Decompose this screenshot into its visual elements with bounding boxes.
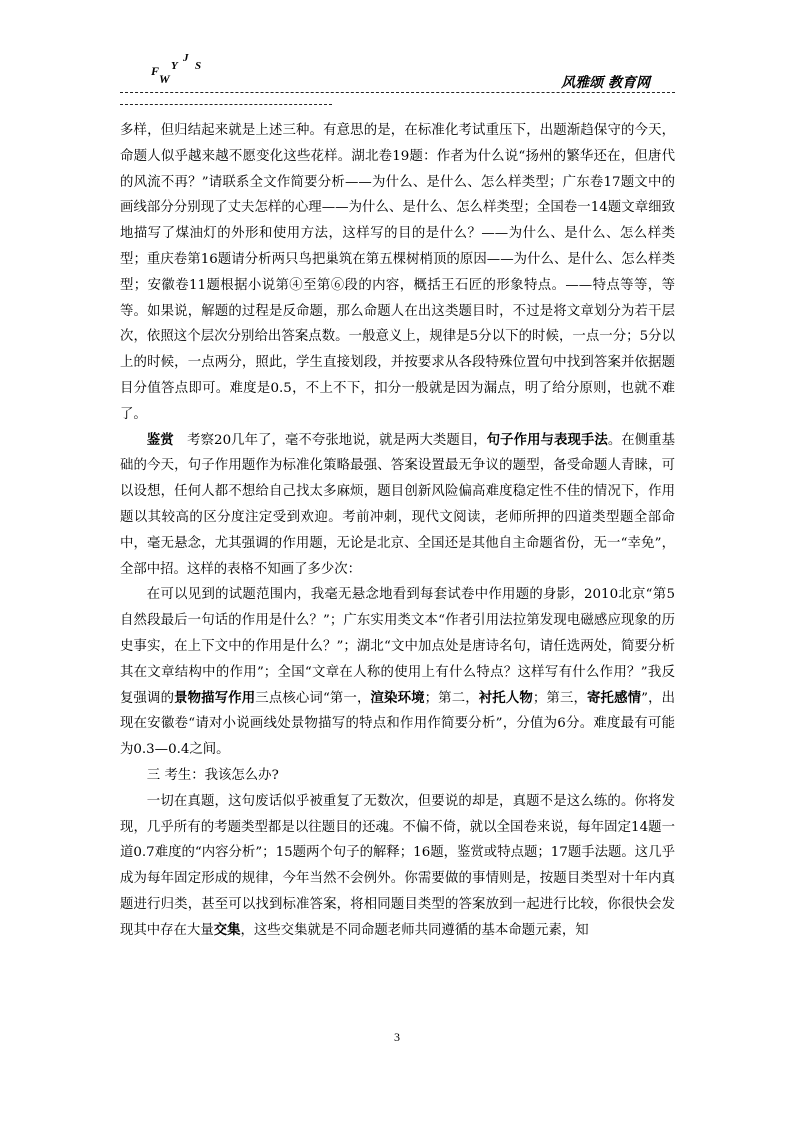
header-rule-bottom [120, 104, 332, 105]
key-phrase-scenery: 景物描写作用 [174, 689, 256, 706]
key-phrase-emotion: 寄托感情 [587, 689, 642, 706]
logo-letter-s: S [195, 60, 202, 72]
article-body [120, 118, 675, 944]
header-rule-top [120, 92, 675, 93]
logo-letter-w: W [159, 72, 170, 86]
page-number: 3 [394, 1030, 400, 1044]
key-phrase-character: 衬托人物 [478, 689, 533, 706]
key-phrase-sentence-function: 句子作用与表现手法 [486, 431, 608, 448]
site-logo [145, 52, 215, 86]
key-phrase-intersection: 交集 [213, 921, 241, 938]
site-name: 风雅颂 教育网 [561, 75, 650, 91]
logo-letter-y: Y [171, 60, 178, 72]
section-heading-3: 三 考生：我该怎么办? [146, 767, 279, 783]
key-phrase-environment: 渲染环境 [370, 689, 425, 706]
section-label-appreciation: 鉴赏 [146, 431, 174, 448]
paragraph-3: 在可以见到的试题范围内，我毫无悬念地看到每套试卷中作用题的身影，2010北京“第5自然段最后一句话的作用是什么？”；广东实用类文本“作者引用法拉第发现电磁感应现象的历史事实，在上下文中的作用是什么？”；湖北“文中加点处是唐诗名句，请任选两处，简要分析其在文章结构中的作用”；全国“文章在人称的使用上有什么特点？这样写有什么作用？”我反复强调的景物描写作用三点核心词“第一，渲染环境；第二，衬托人物；第三，寄托感情”，出现在安徽卷“请对小说画线处景物描写的特点和作用作简要分析”，分值为6分。难度最有可能为0.3—0.4之间。 [120, 587, 676, 758]
logo-letter-j: J [183, 52, 189, 64]
paragraph-1: 多样，但归结起来就是上述三种。有意思的是，在标准化考试重压下，出题渐趋保守的今天，命题人似乎越来越不愿变化这些花样。湖北卷19题：作者为什么说“扬州的繁华还在，但唐代的风流不再？”请联系全文作简要分析——为什么、是什么、怎么样类型；广东卷17题文中的画线部分分别现了丈夫怎样的心理——为什么、是什么、怎么样类型；全国卷一14题文章细致地描写了煤油灯的外形和使用方法，这样写的目的是什么？——为什么、是什么、怎么样类型；重庆卷第16题请分析两只鸟把巢筑在第五棵树梢顶的原因——为什么、是什么、怎么样类型；安徽卷11题根据小说第④至第⑥段的内容，概括王石匠的形象特点。——特点等等，等等。如果说，解题的过程是反命题，那么命题人在出这类题目时，不过是将文章划分为若干层次，依照这个层次分别给出答案点数。一般意义上，规律是5分以下的时候，一点一分；5分以上的时候，一点两分，照此，学生直接划段，并按要求从各段特殊位置句中找到答案并依据题目分值答点即可。难度是0.5，不上不下，扣分一般就是因为漏点，明了给分原则，也就不难了。 [120, 123, 675, 422]
paragraph-4: 一切在真题，这句废话似乎被重复了无数次，但要说的却是，真题不是这么练的。你将发现，几乎所有的考题类型都是以往题目的还魂。不偏不倚，就以全国卷来说，每年固定14题一道0.7难度的“内容分析”；15题两个句子的解释；16题，鉴赏或特点题；17题手法题。这几乎成为每年固定形成的规律，今年当然不会例外。你需要做的事情则是，按题目类型对十年内真题进行归类，甚至可以找到标准答案，将相同题目类型的答案放到一起进行比较，你很快会发现其中存在大量交集，这些交集就是不同命题老师共同遵循的基本命题元素，知 [120, 793, 675, 938]
logo-letter-f: F [151, 64, 160, 78]
paragraph-2: 鉴赏 考察20几年了，毫不夸张地说，就是两大类题目，句子作用与表现手法。在侧重基础的今天，句子作用题作为标准化策略最强、答案设置最无争议的题型，备受命题人青睐，可以设想，任何人都不想给自己找太多麻烦，题目创新风险偏高难度稳定性不佳的情况下，作用题以其较高的区分度注定受到欢迎。考前冲刺，现代文阅读，老师所押的四道类型题全部命中，毫无悬念，尤其强调的作用题，无论是北京、全国还是其他自主命题省份，无一“幸免”，全部中招。这样的表格不知画了多少次： [120, 431, 676, 577]
